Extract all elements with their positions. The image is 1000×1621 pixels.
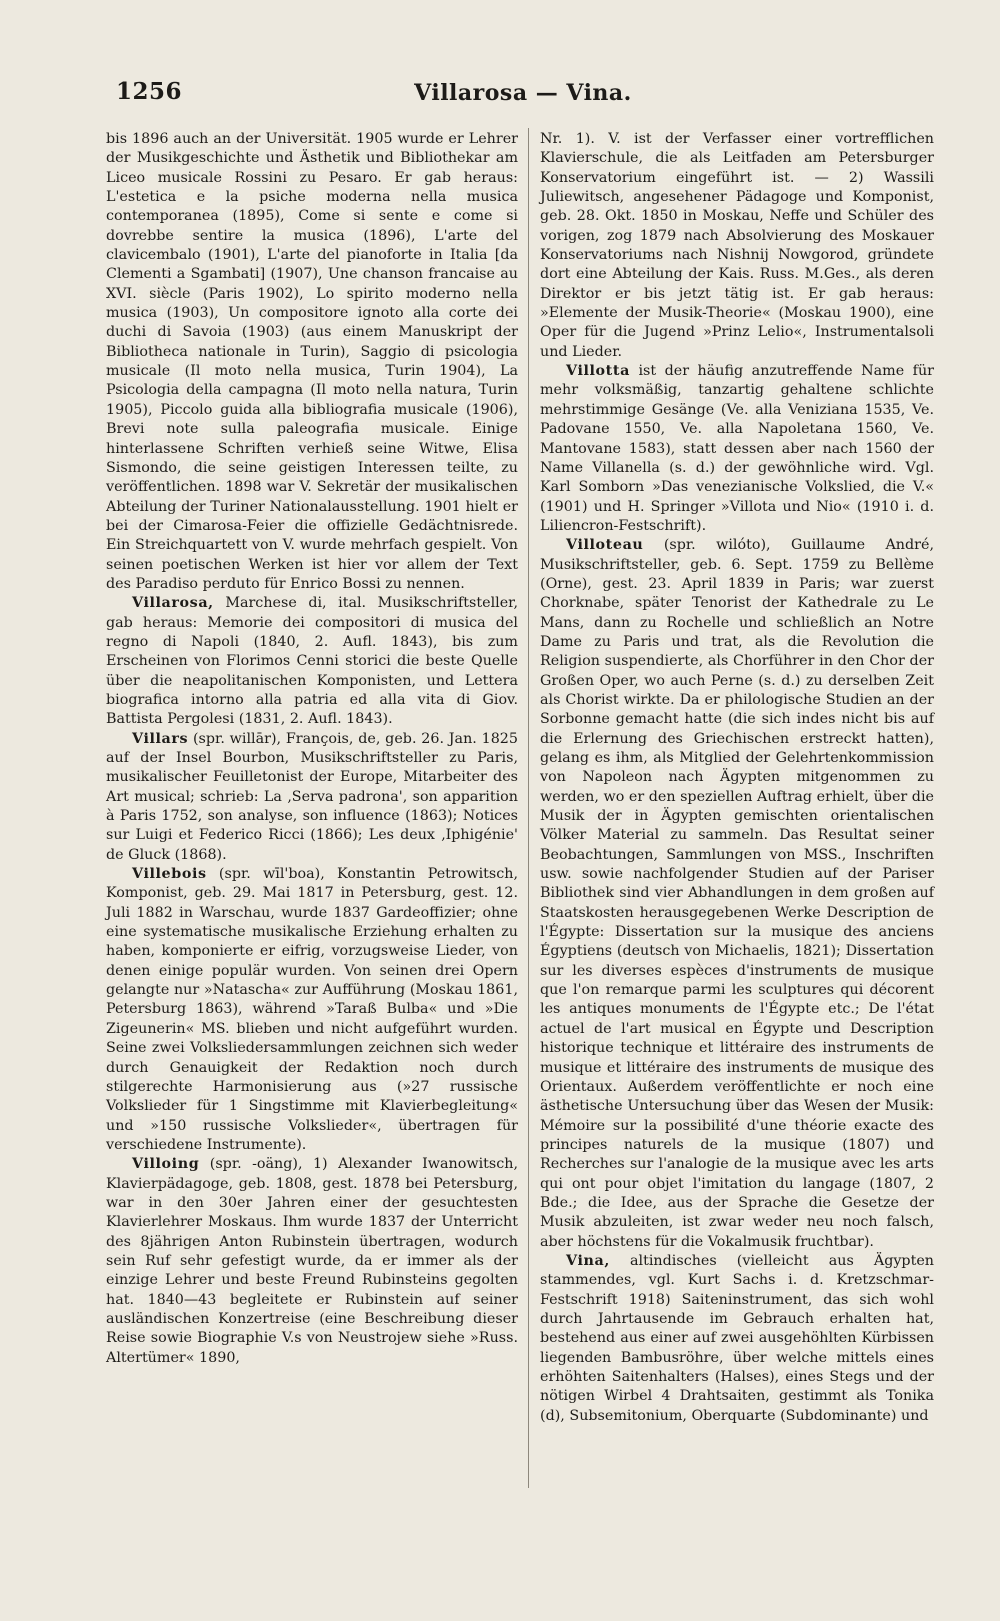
- entry-villoing: [106, 1155, 518, 1368]
- entry-text: (spr. -oäng), 1) Alexander Iwanowitsch, Klavierpädagoge, geb. 1808, gest. 1878 bei Petersburg, war in den 30er Jahren einer der gesuchtesten Klavierlehrer Moskaus. Ihm wurde 1837 der Unterricht des 8jährigen Anton Rubinstein übertragen, wodurch sein Ruf sehr gefestigt wurde, da er immer als der einzige Lehrer und beste Freund Rubinsteins gegolten hat. 1840—43 begleitete er Rubinstein auf seiner ausländischen Konzertreise (eine Beschreibung dieser Reise sowie Biographie V.s von Neustrojew siehe »Russ. Altertümer« 1890,: [106, 1156, 518, 1366]
- entry-continuation: Nr. 1). V. ist der Verfasser einer vortrefflichen Klavierschule, die als Leitfaden am Petersburger Konservatorium eingeführt ist. — 2) Wassili Juliewitsch, angesehener Pädagoge und Komponist, geb. 28. Okt. 1850 in Moskau, Neffe und Schüler des vorigen, zog 1879 nach Absolvierung des Moskauer Konservatoriums nach Nishnij Nowgorod, gründete dort eine Abteilung der Kais. Russ. M.Ges., als deren Direktor er bis jetzt tätig ist. Er gab heraus: »Elemente der Musik-Theorie« (Moskau 1900), eine Oper für die Jugend »Prinz Lelio«, Instrumentalsoli und Lieder.: [540, 131, 934, 360]
- entry-text: (spr. willār), François, de, geb. 26. Jan. 1825 auf der Insel Bourbon, Musikschriftsteller zu Paris, musikalischer Feuilletonist der Europe, Mitarbeiter des Art musical; schrieb: La ‚Serva padrona', son apparition à Paris 1752, son analyse, son influence (1863); Notices sur Luigi et Federico Ricci (1866); Les deux ‚Iphigénie' de Gluck (1868).: [106, 730, 518, 863]
- entry-villoteau: [540, 536, 934, 1252]
- left-column: [106, 130, 518, 1368]
- entry-continuation: bis 1896 auch an der Universität. 1905 wurde er Lehrer der Musikgeschichte und Ästhetik und Bibliothekar am Liceo musicale Rossini zu Pesaro. Er gab heraus: L'estetica e la psiche moderna nella musica contemporanea (1895), Come si sente e come si dovrebbe sentire la musica (1896), L'arte del clavicembalo (1901), L'arte del pianoforte in Italia [da Clementi a Sgambati] (1907), Une chanson francaise au XVI. siècle (Paris 1902), Lo spirito moderno nella musica (1903), Un compositore ignoto alla corte dei duchi di Savoia (1903) (aus einem Manuskript der Bibliotheca nationale in Turin), Saggio di psicologia musicale (Il moto nella musica, Turin 1904), La Psicologia della campagna (Il moto nella natura, Turin 1905), Piccolo guida alla bibliografia musicale (1906), Brevi note sulla paleografia musicale. Einige hinterlassene Schriften verhieß seine Witwe, Elisa Sismondo, die seine geistigen Interessen teilte, zu veröffentlichen. 1898 war V. Sekretär der musikalischen Abteilung der Turiner Nationalausstellung. 1901 hielt er bei der Cimarosa-Feier die offizielle Gedächtnisrede. Ein Streichquartett von V. wurde mehrfach gespielt. Von seinen poetischen Werken ist hier vor allem der Text des Paradiso perduto für Enrico Bossi zu nennen.: [106, 131, 518, 592]
- right-column: [540, 130, 934, 1426]
- entry-text: Marchese di, ital. Musikschriftsteller, gab heraus: Memorie dei compositori di musica del regno di Napoli (1840, 2. Aufl. 1843), bis zum Erscheinen von Florimos Cenni storici die beste Quelle über die neapolitanischen Komponisten, und Lettera biografica intorno alla patria ed alla vita di Giov. Battista Pergolesi (1831, 2. Aufl. 1843).: [106, 595, 518, 728]
- entry-villebois: [106, 865, 518, 1155]
- entry-text: altindisches (vielleicht aus Ägypten stammendes, vgl. Kurt Sachs i. d. Kretzschmar-Festschrift 1918) Saiteninstrument, das sich wohl durch Jahrtausende im Gebrauch erhalten hat, bestehend aus einer auf zwei ausgehöhlten Kürbissen liegenden Bambusröhre, über welche mittels eines erhöhten Saitenhalters (Halses), eines Stegs und der nötigen Wirbel 4 Drahtsaiten, gestimmt als Tonika (d), Subsemitonium, Oberquarte (Subdominante) und: [540, 1252, 934, 1424]
- lemma-vina: Vina,: [566, 1252, 610, 1269]
- entry-villarosa: [106, 594, 518, 729]
- entry-vina: [540, 1252, 934, 1426]
- running-head: Villarosa — Vina.: [414, 80, 632, 106]
- entry-villotta: [540, 362, 934, 536]
- entry-text: ist der häufig anzutreffende Name für mehr volksmäßig, tanzartig gehaltene schlichte mehrstimmige Gesänge (Ve. alla Veniziana 1535, Ve. Padovane 1550, Ve. alla Napoletana 1560, Ve. Mantovane 1583), statt dessen aber nach 1560 der Name Villanella (s. d.) der gewöhnliche wird. Vgl. Karl Somborn »Das venezianische Volkslied, die V.« (1901) und H. Springer »Villota und Nio« (1910 i. d. Liliencron-Festschrift).: [540, 363, 934, 534]
- lemma-villoing: Villoing: [132, 1156, 200, 1173]
- column-divider: [528, 128, 529, 1488]
- page-number: 1256: [116, 78, 183, 105]
- lemma-villoteau: Villoteau: [566, 537, 644, 554]
- entry-text: (spr. wilóto), Guillaume André, Musikschriftsteller, geb. 6. Sept. 1759 zu Bellème (Orne), gest. 23. April 1839 in Paris; war zuerst Chorknabe, später Tenorist der Kathedrale zu Le Mans, dann zu Rochelle und schließlich an Notre Dame zu Paris und trat, als die Revolution die Religion suspendierte, als Chorführer in den Chor der Großen Oper, wo auch Perne (s. d.) zu derselben Zeit als Chorist wirkte. Da er philologische Studien an der Sorbonne gemacht hatte (die sich indes nicht bis auf die Erlernung des Griechischen erstreckt hatten), gelang es ihm, als Mitglied der Gelehrtenkommission von Napoleon nach Ägypten mitgenommen zu werden, wo er den speziellen Auftrag erhielt, über die Musik der in Ägypten gemischten orientalischen Völker Material zu sammeln. Das Resultat seiner Beobachtungen, Sammlungen von MSS., Inschriften usw. sowie nachfolgender Studien auf der Pariser Bibliothek sind vier Abhandlungen in dem großen auf Staatskosten herausgegebenen Werke Description de l'Égypte: Dissertation sur la musique des anciens Égyptiens (deutsch von Michaelis, 1821); Dissertation sur les diverses espèces d'instruments de musique que l'on remarque parmi les sculptures qui décorent les antiques monuments de l'Égypte etc.; De l'état actuel de l'art musical en Égypte und Description historique technique et littéraire des instruments de musique et littéraire des instruments de musique des Orientaux. Außerdem veröffentlichte er noch eine ästhetische Untersuchung über das Wesen der Musik: Mémoire sur la possibilité d'une théorie exacte des principes naturels de la musique (1807) und Recherches sur l'analogie de la musique avec les arts qui ont pour objet l'imitation du langage (1807, 2 Bde.; die Idee, aus der Sprache die Gesetze der Musik abzuleiten, ist zwar weder neu noch falsch, aber höchstens für die Vokalmusik fruchtbar).: [540, 537, 935, 1250]
- lemma-villars: Villars: [132, 730, 189, 747]
- lemma-villarosa: Villarosa,: [132, 595, 214, 612]
- entry-text: (spr. wīl'boa), Konstantin Petrowitsch, Komponist, geb. 29. Mai 1817 in Petersburg, gest. 12. Juli 1882 in Warschau, wurde 1837 Gardeoffizier; ohne eine systematische musikalische Erziehung erhalten zu haben, komponierte er eifrig, vorzugsweise Lieder, von denen einige populär wurden. Von seinen drei Opern gelangte nur »Natascha« zur Aufführung (Moskau 1861, Petersburg 1863), während »Taraß Bulba« und »Die Zigeunerin« MS. blieben und nicht aufgeführt wurden. Seine zwei Volksliedersammlungen zeichnen sich weder durch Genauigkeit der Redaktion noch durch stilgerechte Harmonisierung aus (»27 russische Volkslieder für 1 Singstimme mit Klavierbegleitung« und »150 russische Volkslieder«, übertragen für verschiedene Instrumente).: [106, 866, 518, 1153]
- lemma-villotta: Villotta: [566, 363, 630, 380]
- page-header: [116, 78, 930, 112]
- lemma-villebois: Villebois: [132, 866, 207, 883]
- entry-villars: [106, 730, 518, 865]
